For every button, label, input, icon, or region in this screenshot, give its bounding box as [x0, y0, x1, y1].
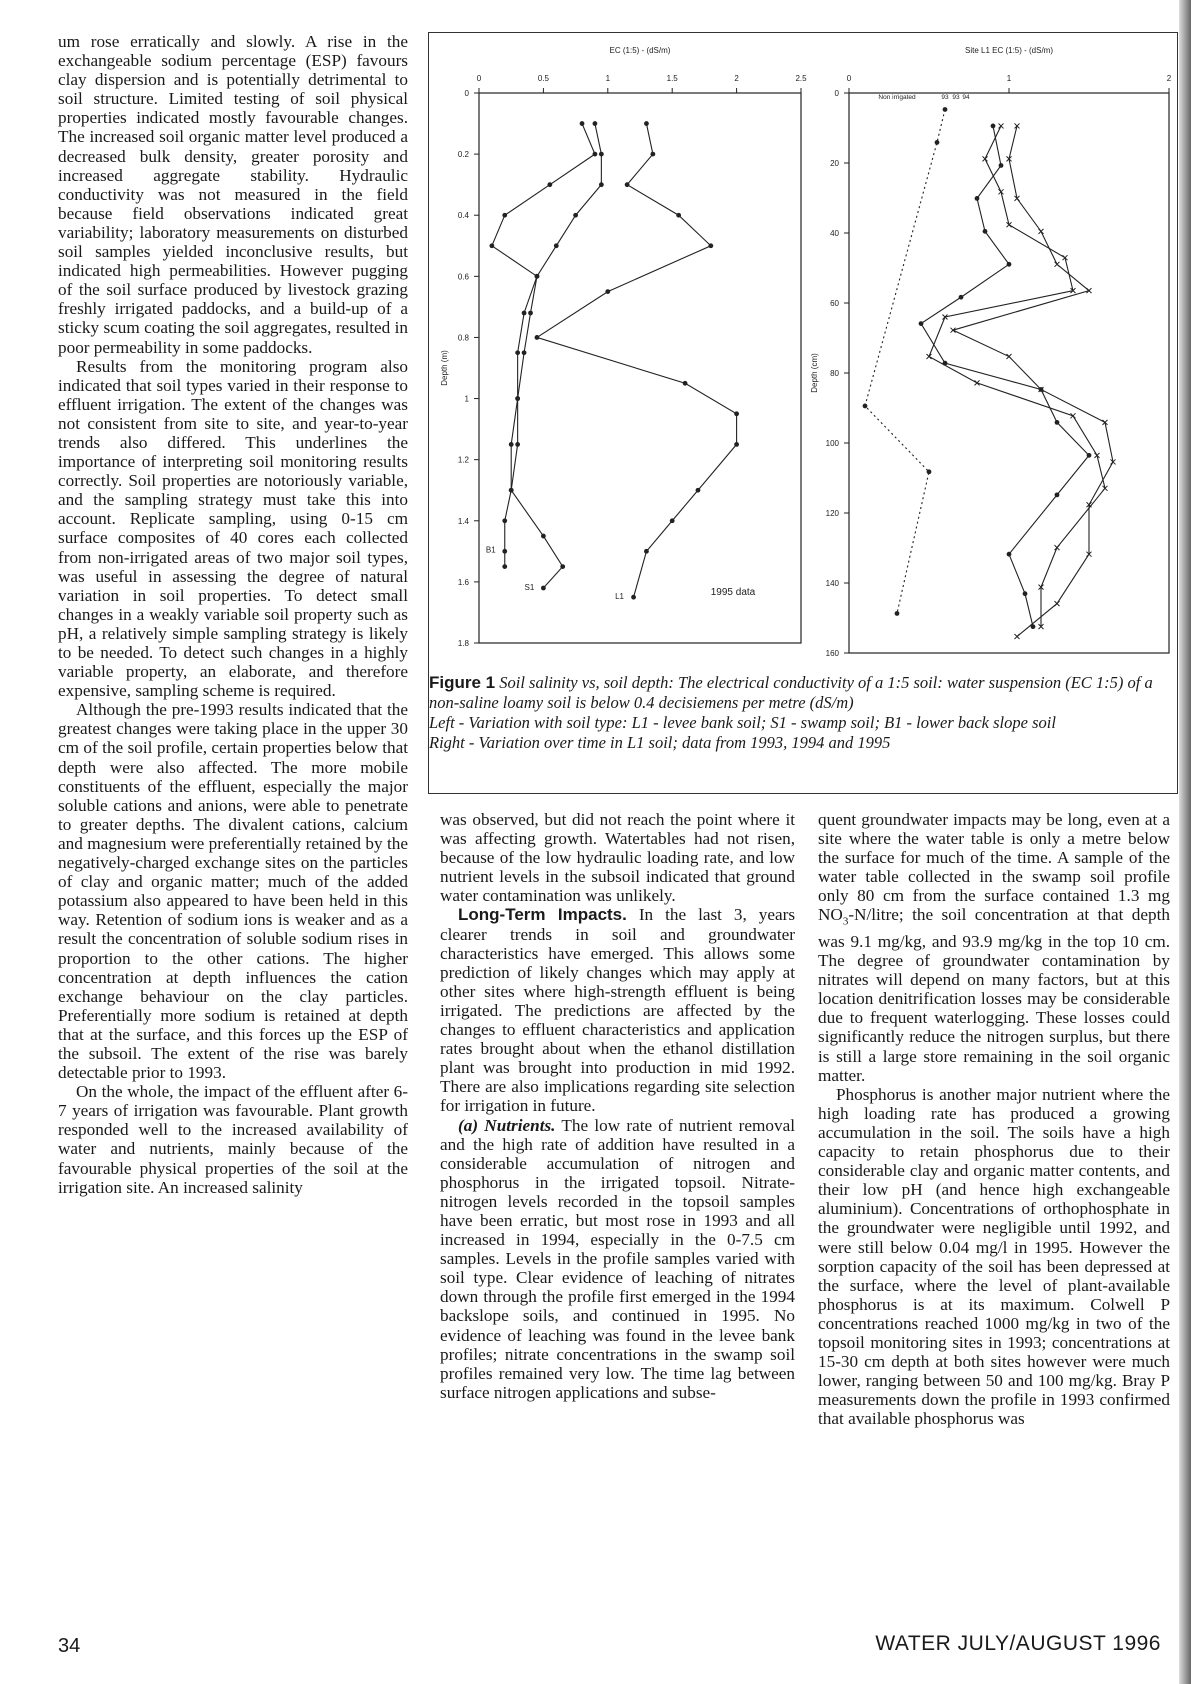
data-point: [959, 295, 964, 300]
data-point: [522, 311, 527, 316]
y-tick-label: 120: [825, 509, 839, 518]
data-point: [593, 152, 598, 157]
plot-frame: [849, 93, 1169, 653]
caption-line1: Soil salinity vs, soil depth: The electrical conductivity of a 1:5 soil: water suspension (EC 1:5) of a non-saline loamy soil is below 0.4 decisiemens per metre (dS/m): [429, 673, 1153, 712]
caption-line2: Left - Variation with soil type: L1 - levee bank soil; S1 - swamp soil; B1 - lower back slope soil: [429, 713, 1056, 732]
y-tick-label: 0: [464, 89, 469, 98]
data-point: [489, 243, 494, 248]
x-tick-label: 1: [1006, 74, 1012, 83]
series-line-93: [929, 126, 1105, 627]
series-line-94: [953, 126, 1113, 637]
data-point: [528, 311, 533, 316]
y-tick-label: 1.2: [457, 455, 469, 465]
data-point: [1055, 420, 1060, 425]
paragraph: Phosphorus is another major nutrient where the high loading rate has produced a growing accumulation in the soil. The soils have a high capacity to retain phosphorus due to their considerable clay and organic matter contents, and their low pH (and hence high exchangeable aluminium). Concentrations of orthophosphate in the groundwater were negligible until 1992, and were still below 0.04 mg/l in 1995. However the sorption capacity of the soil has been depressed at the surface, where the level of plant-available phosphorus is at its maximum. Colwell P concentrations reached 1000 mg/kg in two of the topsoil monitoring sites in 1993; concentrations at 15-30 cm depth at both sites however were much lower, ranging between 50 and 100 mg/kg. Bray P measurements down the profile in 1993 confirmed that available phosphorus was: [818, 1084, 1170, 1429]
caption-label: Figure 1: [429, 673, 496, 692]
data-point: [547, 182, 552, 187]
data-point: [515, 442, 520, 447]
paragraph: was observed, but did not reach the point where it was affecting growth. Watertables had not risen, because of the low hydraulic loading rate, and low nutrient levels in the subsoil indicated that ground water contamination was unlikely.: [440, 810, 795, 906]
y-tick-label: 0.8: [457, 333, 469, 343]
y-tick-label: 80: [830, 369, 839, 378]
data-point: [943, 107, 948, 112]
x-tick-label: 2: [734, 74, 739, 83]
data-point: [1055, 262, 1060, 267]
data-point: [509, 488, 514, 493]
data-point: [509, 442, 514, 447]
data-point: [1007, 354, 1012, 359]
data-point: [983, 156, 988, 161]
axis-title: Site L1 EC (1:5) - (dS/m): [964, 46, 1054, 55]
x-tick-label: 0: [476, 74, 482, 83]
data-point: [999, 163, 1004, 168]
column-2: [440, 810, 795, 1402]
data-point: [515, 350, 520, 355]
series-label-b1: B1: [485, 545, 496, 555]
axis-title: EC (1:5) - (dS/m): [609, 46, 671, 55]
journal-footer: WATER JULY/AUGUST 1996: [875, 1632, 1161, 1655]
caption-line3: Right - Variation over time in L1 soil; data from 1993, 1994 and 1995: [429, 733, 891, 752]
data-point: [991, 124, 996, 129]
x-tick-label: 1.5: [666, 74, 678, 83]
series-label-l1: L1: [615, 592, 625, 602]
paragraph: Results from the monitoring program also indicated that soil types varied in their response to effluent irrigation. The extent of the changes was not consistent from site to site, and year-to-year trends also differed. This underlines the importance of interpreting soil monitoring results correctly. Soil properties are notoriously variable, and the sampling strategy must take this into account. Replicate sampling, using 0-15 cm surface composites of 40 cores each collected from non-irrigated areas of two major soil types, was useful in assessing the degree of natural variation in soil properties. To detect small changes in a weakly variable soil property such as pH, a relatively simple sampling strategy is likely to be needed. To detect such changes in a highly variable property, an elaborate, and therefore expensive, sampling scheme is required.: [58, 356, 408, 701]
y-tick-label: 1.8: [457, 639, 469, 648]
data-point: [541, 534, 546, 539]
paragraph: On the whole, the impact of the effluent after 6-7 years of irrigation was favourable. Plant growth responded well to the increased availability of water and nutrients, mainly because of the favourable physical properties of the soil at the irrigation site. An increased salinity: [58, 1082, 408, 1197]
data-point: [522, 350, 527, 355]
y-tick-label: 60: [830, 299, 839, 308]
data-point: [943, 361, 948, 366]
data-point: [1015, 634, 1020, 639]
series-label-s1: S1: [524, 583, 535, 592]
paragraph: -N/litre; the soil concentration at that depth was 9.1 mg/kg, and 93.9 mg/kg in the top 10 cm. The degree of groundwater contamination by nitrates will depend on many factors, but at this location denitrification losses may be considerable due to frequent waterlogging. These losses could significantly reduce the nitrogen surplus, but there is still a large store remaining in the soil organic matter.: [818, 905, 1170, 1085]
data-point: [502, 213, 507, 218]
series-line-b1: [505, 124, 602, 567]
data-point: [535, 274, 540, 279]
data-point: [676, 213, 681, 218]
y-tick-label: 1.4: [457, 516, 469, 526]
data-point: [1087, 453, 1092, 458]
data-point: [650, 152, 655, 157]
y-tick-label: 0.2: [457, 150, 469, 160]
paragraph: quent groundwater impacts may be long, even at a site where the water table is only a metre below the surface for much of the time. A sample of the water table collected in the swamp soil profile only 80 cm from the surface contained 1.3 mg NO: [818, 810, 1170, 925]
paragraph: In the last 3, years clearer trends in soil and groundwater characteristics have emerged. This allows some prediction of likely changes which may apply at other sites where high-strength effluent is being irrigated. The predictions are affected by the changes to effluent characteristics and application rates brought about when the ethanol distillation plant was brought into production in mid 1992. There are also implications regarding site selection for irrigation in future.: [440, 905, 796, 1116]
series-line-93: [921, 126, 1089, 627]
data-point: [975, 380, 980, 385]
data-point: [683, 381, 688, 386]
data-point: [670, 518, 675, 523]
y-tick-label: 160: [825, 649, 839, 658]
y-tick-label: 100: [825, 439, 839, 448]
data-point: [999, 123, 1004, 128]
data-point: [625, 182, 630, 187]
data-point: [863, 404, 868, 409]
data-point: [975, 196, 980, 201]
x-tick-label: 1: [605, 74, 611, 83]
legend-label-year: 94: [962, 94, 970, 101]
series-line-s1: [492, 124, 595, 588]
data-point: [631, 595, 636, 600]
y-axis-label: Depth (m): [440, 350, 449, 386]
plot-frame: [479, 93, 801, 643]
series-line-l1: [537, 124, 737, 598]
data-point: [919, 321, 924, 326]
subsection-heading: (a) Nutrients.: [458, 1115, 556, 1135]
y-tick-label: 1.6: [457, 577, 469, 587]
section-heading: Long-Term Impacts.: [458, 905, 627, 925]
page-number: 34: [58, 1635, 81, 1657]
y-tick-label: 1: [464, 394, 469, 404]
y-tick-label: 40: [830, 229, 839, 238]
data-point: [1071, 413, 1076, 418]
data-point: [1023, 591, 1028, 596]
y-tick-label: 20: [830, 159, 839, 168]
paragraph: Although the pre-1993 results indicated that the greatest changes were taking place in the upper 30 cm of the soil profile, certain properties below that depth were also affected. The more mobile constituents of the effluent, especially the major soluble cations and anions, were able to penetrate to greater depths. The divalent cations, calcium and magnesium were preferentially retained by the negatively-charged exchange sites on the particles of clay and organic matter; much of the added potassium also appeared to have been held in this way. Retention of sodium ions is weaker and as a result the concentration of soluble sodium rises in proportion to the other cations. The higher concentration at depth influences the cation exchange behaviour on the clay particles. Preferentially more sodium is retained at depth that at the surface, and this forces up the ESP of the subsoil. The extent of the rise was barely detectable prior to 1993.: [58, 700, 408, 1083]
x-tick-label: 2.5: [795, 74, 807, 83]
data-point: [535, 335, 540, 340]
data-point: [1007, 262, 1012, 267]
data-point: [1055, 492, 1060, 497]
data-point: [734, 411, 739, 416]
data-point: [1055, 601, 1060, 606]
data-point: [895, 611, 900, 616]
legend-label-non-irrigated: Non irrigated: [878, 94, 916, 101]
data-point: [935, 140, 940, 145]
chart-annotation: 1995 data: [710, 587, 756, 598]
subscript: 3: [842, 915, 849, 928]
data-point: [605, 289, 610, 294]
figure-caption: [429, 673, 1173, 753]
data-point: [502, 564, 507, 569]
y-tick-label: 140: [825, 579, 839, 588]
data-point: [560, 564, 565, 569]
data-point: [927, 354, 932, 359]
data-point: [502, 549, 507, 554]
x-tick-label: 0.5: [537, 74, 549, 83]
data-point: [1039, 229, 1044, 234]
data-point: [554, 243, 559, 248]
paragraph: um rose erratically and slowly. A rise in the exchangeable sodium percentage (ESP) favours clay dispersion and is potentially detrimental to soil structure. Limited testing of soil physical properties indicated mostly favourable changes. The increased soil organic matter level produced a decreased bulk density, greater porosity and increased aggregate stability. Hydraulic conductivity was not measured in the field because field observations indicated great variability; laboratory measurements on disturbed soil samples yielded inconclusive results, but indicated high permeabilities. However pugging of the soil surface produced by livestock grazing freshly irrigated paddocks, and a build-up of a sticky scum coating the soil aggregates, resulted in poor permeability in some paddocks.: [58, 32, 408, 357]
data-point: [983, 229, 988, 234]
data-point: [734, 442, 739, 447]
x-tick-label: 0: [846, 74, 852, 83]
data-point: [644, 549, 649, 554]
y-tick-label: 0.6: [457, 272, 469, 282]
data-point: [515, 396, 520, 401]
data-point: [599, 182, 604, 187]
y-tick-label: 0.4: [457, 211, 469, 221]
figure-1: [428, 32, 1178, 794]
x-tick-label: 2: [1166, 74, 1172, 83]
series-line-non-irrigated: [865, 109, 945, 613]
data-point: [541, 586, 546, 591]
data-point: [708, 243, 713, 248]
paragraph: The low rate of nutrient removal and the high rate of addition have resulted in a considerable accumulation of nitrogen and phosphorus in the irrigated topsoil. Nitrate-nitrogen levels recorded in the topsoil samples have been erratic, but most rose in 1993 and all increased in 1994, especially in the 0-7.5 cm samples. Levels in the profile samples varied with soil type. Clear evidence of leaching of nitrates down through the profile first emerged in the 1994 backslope soils, and continued in 1995. No evidence of leaching was found in the levee bank profiles; nitrate concentrations in the swamp soil profiles remained very low. The time lag between surface nitrogen applications and subse-: [440, 1115, 795, 1402]
figure-charts: [429, 33, 1177, 673]
data-point: [1055, 545, 1060, 550]
data-point: [502, 518, 507, 523]
data-point: [927, 469, 932, 474]
column-1: [58, 32, 408, 1197]
y-axis-label: Depth (cm): [810, 353, 819, 393]
data-point: [1007, 552, 1012, 557]
page-edge-shadow: [1179, 0, 1191, 1684]
legend-label-year: 93: [952, 94, 960, 101]
data-point: [696, 488, 701, 493]
legend-label-year: 93: [941, 94, 949, 101]
data-point: [644, 121, 649, 126]
data-point: [573, 213, 578, 218]
data-point: [580, 121, 585, 126]
column-3: [818, 810, 1170, 1428]
data-point: [593, 121, 598, 126]
data-point: [599, 152, 604, 157]
y-tick-label: 0: [834, 89, 839, 98]
